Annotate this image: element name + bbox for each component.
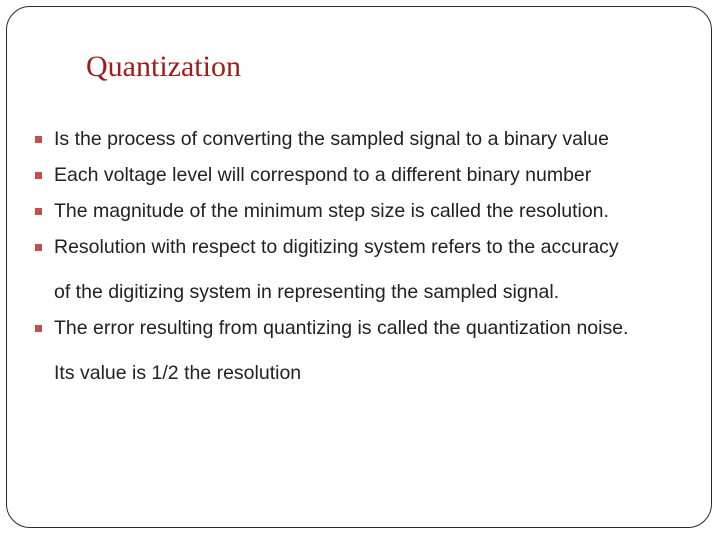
bullet-list	[35, 124, 720, 394]
bullet-item	[35, 196, 720, 227]
bullet-text: Each voltage level will correspond to a different binary number	[54, 164, 592, 186]
bullet-item	[35, 160, 720, 191]
bullet-text: The magnitude of the minimum step size is called the resolution.	[54, 200, 609, 222]
bullet-text: Resolution with respect to digitizing system refers to the accuracy	[54, 236, 619, 258]
slide-title: Quantization	[86, 50, 241, 83]
bullet-item	[35, 232, 720, 308]
bullet-item	[35, 124, 720, 155]
bullet-text-continuation: of the digitizing system in representing the sampled signal.	[54, 281, 560, 303]
bullet-text-continuation: Its value is 1/2 the resolution	[54, 362, 302, 384]
square-bullet-icon	[35, 325, 42, 332]
bullet-text: Is the process of converting the sampled signal to a binary value	[54, 128, 609, 150]
bullet-item	[35, 313, 720, 389]
bullet-text: The error resulting from quantizing is called the quantization noise.	[54, 317, 629, 339]
slide-frame	[6, 6, 712, 528]
square-bullet-icon	[35, 208, 42, 215]
square-bullet-icon	[35, 172, 42, 179]
square-bullet-icon	[35, 136, 42, 143]
square-bullet-icon	[35, 244, 42, 251]
